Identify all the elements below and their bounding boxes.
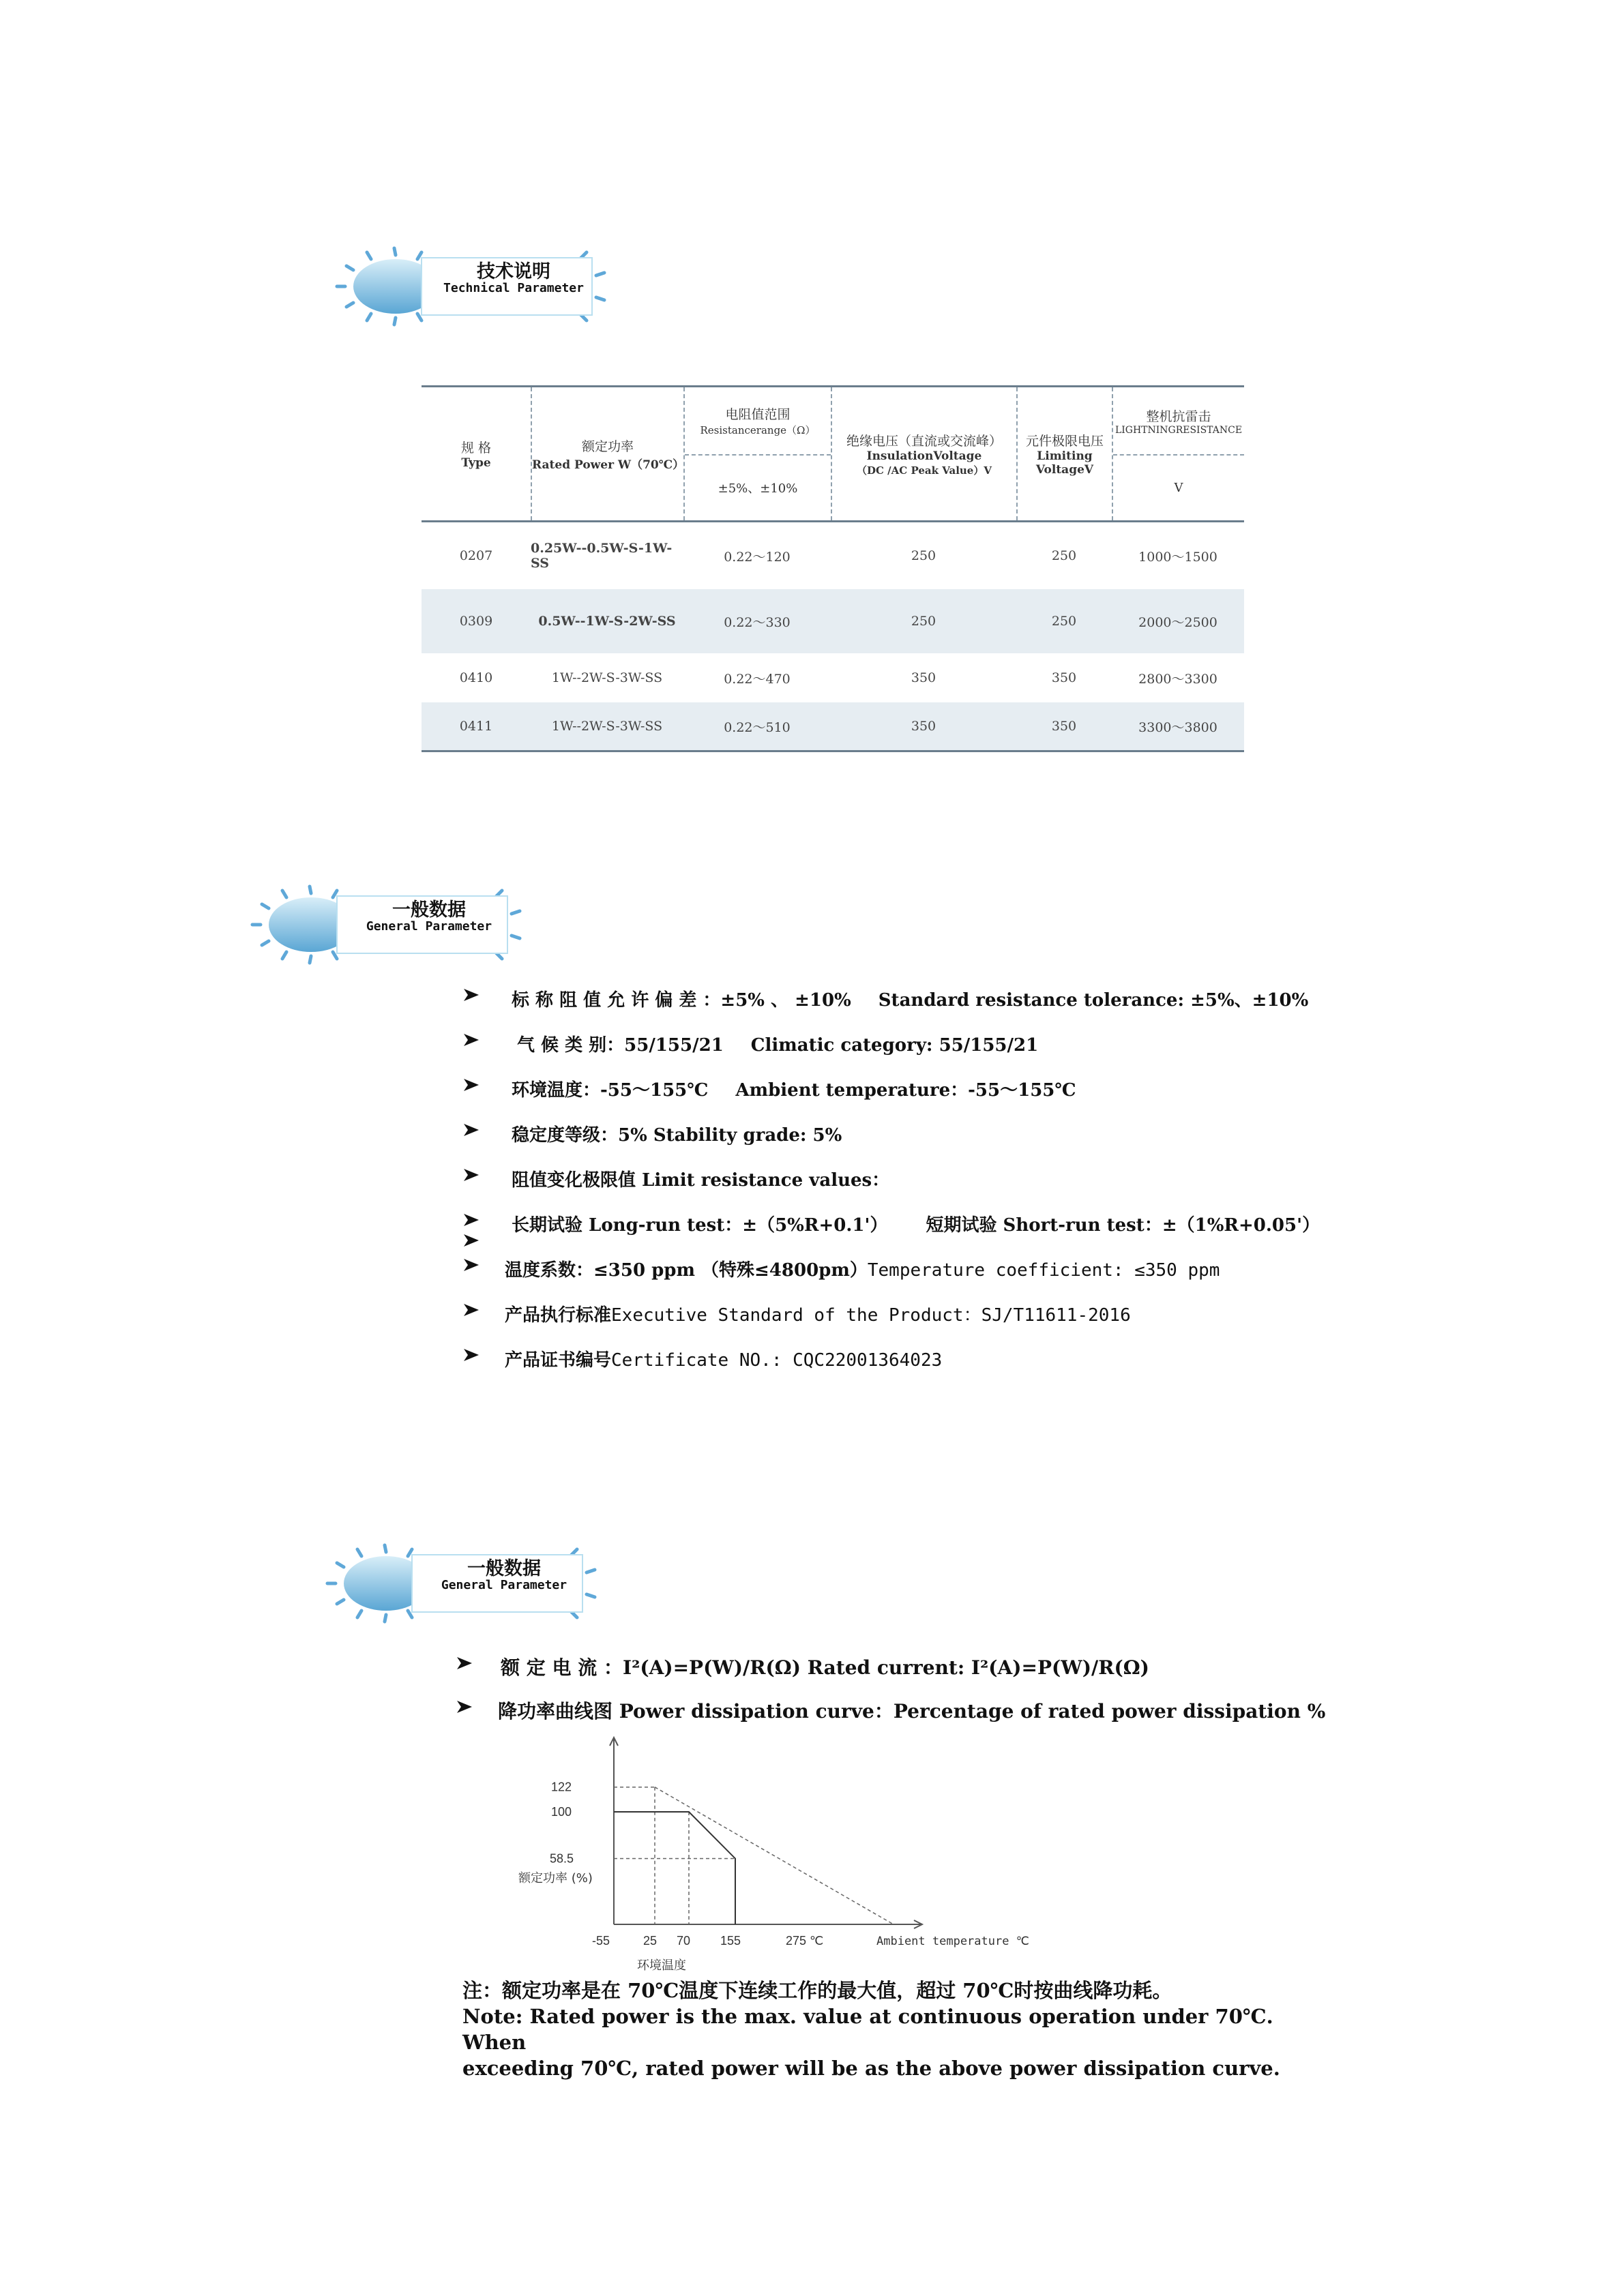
cell-power: 1W--2W-S-3W-SS	[551, 670, 663, 685]
arrow-bullet-icon	[462, 1032, 480, 1047]
certificate-zh: 产品证书编号	[505, 1350, 612, 1371]
cell-lightning: 1000～1500	[1138, 549, 1217, 565]
section-title-zh: 一般数据	[392, 899, 466, 921]
cell-insulation: 350	[911, 670, 936, 685]
climatic-zh: 气 候 类 别：55/155/21	[517, 1035, 724, 1056]
x-axis-label-en: Ambient temperature ℃	[876, 1935, 1029, 1948]
header-type-zh: 规 格	[460, 441, 492, 456]
header-type	[422, 387, 531, 520]
temp-coefficient-zh: 温度系数：≤350 ppm （特殊≤4800pm）	[505, 1260, 868, 1281]
rated-power-note	[462, 1978, 1281, 2081]
cell-lightning: 3300～3800	[1138, 719, 1217, 735]
list-item	[462, 1227, 1281, 1252]
ambient-en: Ambient temperature：-55～155℃	[735, 1080, 1076, 1101]
list-item	[456, 1693, 1326, 1736]
x-tick-label: 155	[720, 1934, 741, 1948]
temp-coefficient-en: Temperature coefficient: ≤350 ppm	[867, 1260, 1220, 1281]
x-tick-label: 70	[677, 1934, 691, 1948]
header-light-en: LIGHTNINGRESISTANCE	[1114, 424, 1243, 436]
y-axis-label: 额定功率 (%)	[518, 1871, 593, 1885]
rated-current-list	[456, 1649, 1326, 1736]
limit-resistance: 阻值变化极限值 Limit resistance values：	[512, 1170, 890, 1191]
cell-power: 0.5W--1W-S-2W-SS	[538, 614, 676, 629]
cell-resistance: 0.22～120	[724, 549, 791, 565]
note-en-line1: Note: Rated power is the max. value at continuous operation under 70℃. When	[462, 2005, 1273, 2054]
cell-power: 0.25W--0.5W-S-1W-SS	[531, 541, 673, 571]
section-title-zh: 技术说明	[477, 261, 550, 282]
arrow-bullet-icon	[462, 1122, 480, 1137]
short-run-test: 短期试验 Short-run test：±（1%R+0.05'）	[926, 1215, 1320, 1236]
arrow-bullet-icon	[462, 1233, 480, 1248]
arrow-bullet-icon	[462, 1077, 480, 1092]
list-item	[462, 1252, 1281, 1297]
y-tick-label: 122	[551, 1780, 572, 1794]
header-lim-en2: VoltageV	[1035, 463, 1094, 477]
header-limiting	[1016, 387, 1112, 520]
cell-resistance: 0.22～510	[724, 719, 791, 735]
cell-type: 0410	[459, 670, 493, 685]
cell-resistance: 0.22～330	[724, 614, 791, 630]
header-ins-unit: （DC /AC Peak Value）V	[857, 464, 992, 477]
climatic-en: Climatic category: 55/155/21	[750, 1035, 1039, 1056]
list-item	[462, 1117, 1281, 1162]
y-tick-label: 58.5	[550, 1851, 574, 1866]
arrow-bullet-icon	[462, 1257, 480, 1272]
stability-grade: 稳定度等级：5% Stability grade: 5%	[512, 1125, 842, 1146]
section-header-general-1	[248, 884, 535, 966]
list-item	[462, 1072, 1281, 1117]
cell-type: 0411	[459, 719, 493, 734]
cell-limiting: 250	[1051, 614, 1077, 629]
list-item	[462, 1342, 1281, 1387]
arrow-bullet-icon	[462, 987, 480, 1002]
arrow-bullet-icon	[456, 1656, 473, 1671]
list-item	[462, 982, 1309, 1027]
cell-type: 0207	[459, 548, 493, 563]
arrow-bullet-icon	[462, 1347, 480, 1362]
cell-insulation: 250	[911, 614, 936, 629]
x-tick-label: -55	[592, 1934, 610, 1948]
list-item	[462, 1207, 1320, 1236]
header-lim-zh: 元件极限电压	[1025, 434, 1104, 449]
standard-en: Executive Standard of the Product：SJ/T11611-2016	[611, 1305, 1131, 1326]
note-en-line2: exceeding 70℃, rated power will be as the above power dissipation curve.	[462, 2057, 1280, 2080]
section-title-en: General Parameter	[366, 919, 492, 934]
table-row	[422, 702, 1244, 752]
tolerance-en: Standard resistance tolerance: ±5%、±10%	[878, 990, 1309, 1011]
cell-lightning: 2000～2500	[1138, 614, 1217, 630]
cell-limiting: 350	[1051, 670, 1077, 685]
standard-zh: 产品执行标准	[505, 1305, 612, 1326]
list-item	[462, 1297, 1281, 1342]
header-power	[531, 387, 683, 520]
section-header-technical	[333, 245, 619, 327]
section-title-en: Technical Parameter	[443, 281, 584, 295]
header-type-en: Type	[461, 456, 491, 470]
header-ins-en: InsulationVoltage	[866, 449, 982, 463]
cell-insulation: 350	[911, 719, 936, 734]
cell-insulation: 250	[911, 548, 936, 563]
note-zh: 注：额定功率是在 70℃温度下连续工作的最大值，超过 70℃时按曲线降功耗。	[462, 1979, 1172, 2002]
arrow-bullet-icon	[462, 1212, 480, 1227]
y-tick-label: 100	[551, 1805, 572, 1819]
table-row	[422, 589, 1244, 653]
series-extended-line	[655, 1787, 894, 1924]
general-parameter-list	[462, 982, 1320, 1387]
long-run-test: 长期试验 Long-run test：±（5%R+0.1'）	[512, 1215, 888, 1236]
section-header-general-2	[323, 1542, 610, 1624]
cell-power: 1W--2W-S-3W-SS	[551, 719, 663, 734]
x-tick-label: 275 ℃	[786, 1934, 824, 1948]
spec-table	[422, 385, 1244, 752]
table-row	[422, 522, 1244, 589]
rated-current-en: I²(A)=P(W)/R(Ω) Rated current: I²(A)=P(W)/R(Ω)	[623, 1656, 1149, 1679]
x-axis-label-zh: 环境温度	[637, 1958, 686, 1973]
header-light-unit: V	[1174, 480, 1183, 495]
power-dissipation-chart	[491, 1732, 1105, 1978]
header-power-zh: 额定功率	[581, 438, 634, 454]
table-row	[422, 653, 1244, 702]
header-insulation	[831, 387, 1016, 520]
section-title-zh: 一般数据	[467, 1558, 541, 1579]
cell-type: 0309	[459, 614, 493, 629]
list-item	[462, 1162, 1281, 1207]
header-light-zh: 整机抗雷击	[1146, 408, 1211, 424]
list-item	[462, 1027, 1281, 1072]
x-tick-label: 25	[643, 1934, 658, 1948]
power-curve-title: 降功率曲线图 Power dissipation curve：Percentage of rated power dissipation %	[498, 1700, 1326, 1723]
cell-lightning: 2800～3300	[1138, 671, 1217, 687]
header-ins-zh: 绝缘电压（直流或交流峰）	[846, 433, 1002, 449]
certificate-en: Certificate NO.: CQC22001364023	[611, 1350, 943, 1371]
arrow-bullet-icon	[456, 1699, 473, 1714]
arrow-bullet-icon	[462, 1167, 480, 1182]
cell-limiting: 350	[1051, 719, 1077, 734]
series-rated-line	[614, 1812, 735, 1924]
header-res-tolerance: ±5%、±10%	[718, 481, 798, 496]
header-res-zh: 电阻值范围	[725, 407, 791, 422]
header-resistance	[683, 387, 831, 520]
header-power-en: Rated Power W（70℃）	[532, 458, 685, 472]
cell-resistance: 0.22～470	[724, 671, 791, 687]
tolerance-zh: 标 称 阻 值 允 许 偏 差 ：±5% 、 ±10%	[512, 990, 851, 1011]
rated-current-zh: 额 定 电 流 ：	[501, 1656, 623, 1679]
ambient-zh: 环境温度：-55～155℃	[512, 1080, 709, 1101]
header-lightning	[1112, 387, 1244, 520]
section-title-en: General Parameter	[441, 1578, 567, 1592]
cell-limiting: 250	[1051, 548, 1077, 563]
list-item	[456, 1649, 1315, 1693]
header-lim-en1: Limiting	[1037, 449, 1093, 463]
header-res-en: Resistancerange（Ω）	[700, 424, 816, 436]
table-header	[422, 385, 1244, 522]
arrow-bullet-icon	[462, 1302, 480, 1317]
